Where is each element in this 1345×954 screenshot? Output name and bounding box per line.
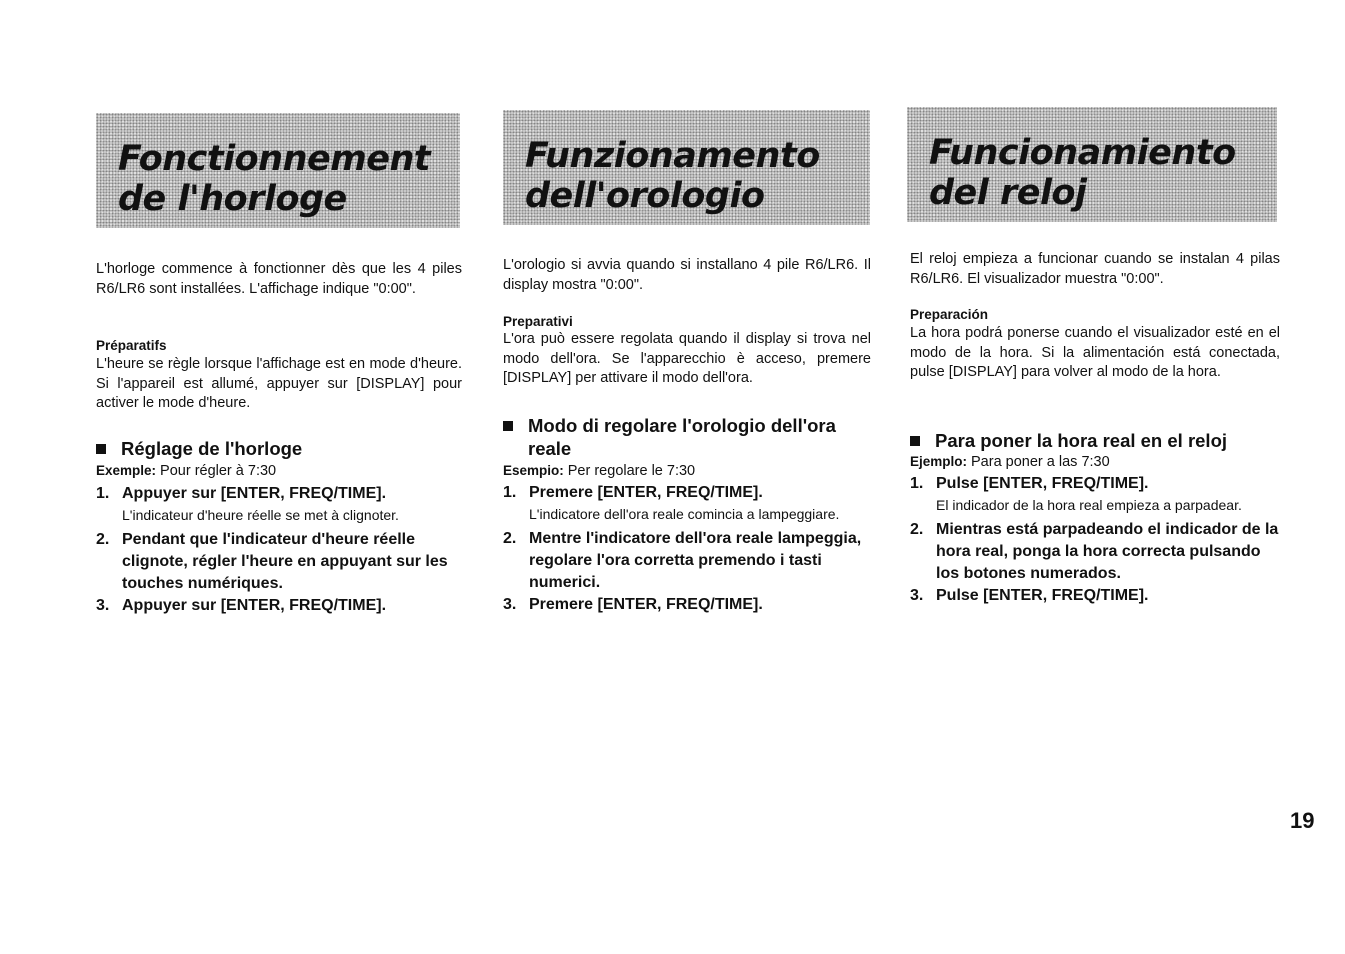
step-2 [910, 519, 1282, 585]
step-2 [503, 528, 873, 594]
example-label: Esempio: [503, 463, 564, 478]
title-banner [907, 107, 1277, 222]
square-bullet-icon [910, 436, 920, 446]
step-text: Mientras está parpadeando el indicador de la hora real, ponga la hora correcta pulsando los botones numerados. [936, 521, 1279, 582]
title-line-1: Fonctionnement [118, 139, 431, 179]
prep-text: L'ora può essere regolata quando il display si trova nel modo dell'ora. Se l'apparecchio è acceso, premere [DISPLAY] per attivare il modo dell'ora. [503, 331, 871, 386]
section-heading [96, 437, 471, 460]
step-text: Pulse [ENTER, FREQ/TIME]. [936, 475, 1149, 492]
prep-text: L'heure se règle lorsque l'affichage est en mode d'heure. Si l'appareil est allumé, appuyer sur [DISPLAY] pour activer le mode d'heure. [96, 356, 462, 411]
example-line [96, 463, 276, 479]
section-heading-text: Para poner la hora real en el reloj [935, 430, 1228, 451]
title-line-1: Funcionamiento [929, 133, 1236, 173]
step-note: L'indicateur d'heure réelle se met à clignoter. [122, 507, 399, 523]
step-1 [910, 473, 1282, 515]
steps-list [910, 473, 1282, 607]
step-text: Pulse [ENTER, FREQ/TIME]. [936, 587, 1149, 604]
title-banner [503, 110, 870, 225]
prep-heading: Preparativi [503, 314, 573, 329]
prep-text: La hora podrá ponerse cuando el visualizador esté en el modo de la hora. Si la alimentación está conectada, pulse [DISPLAY] para volver al modo de la hora. [910, 325, 1280, 380]
intro-text: L'horloge commence à fonctionner dès que les 4 piles R6/LR6 sont installées. L'affichage indique "0:00". [96, 261, 462, 297]
step-3 [503, 594, 873, 616]
step-text: Pendant que l'indicateur d'heure réelle clignote, régler l'heure en appuyant sur les touches numériques. [122, 531, 448, 592]
step-number: 2. [503, 530, 517, 547]
step-number: 3. [503, 596, 517, 613]
section-heading [910, 429, 1295, 452]
step-1 [503, 482, 873, 524]
example-text: Per regolare le 7:30 [567, 463, 696, 479]
step-text: Premere [ENTER, FREQ/TIME]. [529, 596, 763, 613]
step-3 [96, 595, 466, 617]
step-number: 1. [503, 484, 517, 501]
prep-heading: Preparación [910, 307, 989, 322]
steps-list [503, 482, 873, 616]
square-bullet-icon [96, 444, 106, 454]
section-title [929, 133, 1236, 213]
title-line-1: Funzionamento [525, 136, 820, 176]
step-number: 3. [910, 587, 924, 604]
step-note: L'indicatore dell'ora reale comincia a lampeggiare. [529, 506, 840, 522]
intro-text: L'orologio si avvia quando si installano 4 pile R6/LR6. Il display mostra "0:00". [503, 257, 871, 293]
example-line [503, 463, 695, 479]
title-line-2: dell'orologio [525, 176, 765, 216]
square-bullet-icon [503, 421, 513, 431]
example-text: Pour régler à 7:30 [160, 463, 277, 479]
step-text: Premere [ENTER, FREQ/TIME]. [529, 484, 763, 501]
intro-text: El reloj empieza a funcionar cuando se instalan 4 pilas R6/LR6. El visualizador muestra "0:00". [910, 251, 1280, 287]
title-banner [96, 113, 460, 228]
step-number: 1. [96, 485, 110, 502]
prep-heading: Préparatifs [96, 338, 167, 353]
section-heading-text: Réglage de l'horloge [121, 438, 303, 459]
page-number: 19 [1290, 808, 1315, 833]
section-title [525, 136, 820, 216]
step-3 [910, 585, 1282, 607]
step-1 [96, 483, 466, 525]
step-2 [96, 529, 466, 595]
step-text: Mentre l'indicatore dell'ora reale lampeggia, regolare l'ora corretta premendo i tasti numerici. [529, 530, 862, 591]
example-line [910, 454, 1110, 470]
step-number: 2. [96, 531, 110, 548]
section-title [118, 139, 430, 219]
step-number: 1. [910, 475, 924, 492]
title-line-2: de l'horloge [118, 179, 347, 219]
step-text: Appuyer sur [ENTER, FREQ/TIME]. [122, 485, 387, 502]
steps-list [96, 483, 466, 617]
example-label: Ejemplo: [910, 454, 968, 469]
section-heading [503, 414, 873, 460]
step-number: 2. [910, 521, 924, 538]
title-line-2: del reloj [929, 173, 1087, 213]
section-heading-text: Modo di regolare l'orologio dell'ora reale [528, 415, 836, 459]
step-text: Appuyer sur [ENTER, FREQ/TIME]. [122, 597, 387, 614]
step-number: 3. [96, 597, 110, 614]
example-label: Exemple: [96, 463, 157, 478]
step-note: El indicador de la hora real empieza a parpadear. [936, 497, 1242, 513]
example-text: Para poner a las 7:30 [971, 454, 1110, 470]
